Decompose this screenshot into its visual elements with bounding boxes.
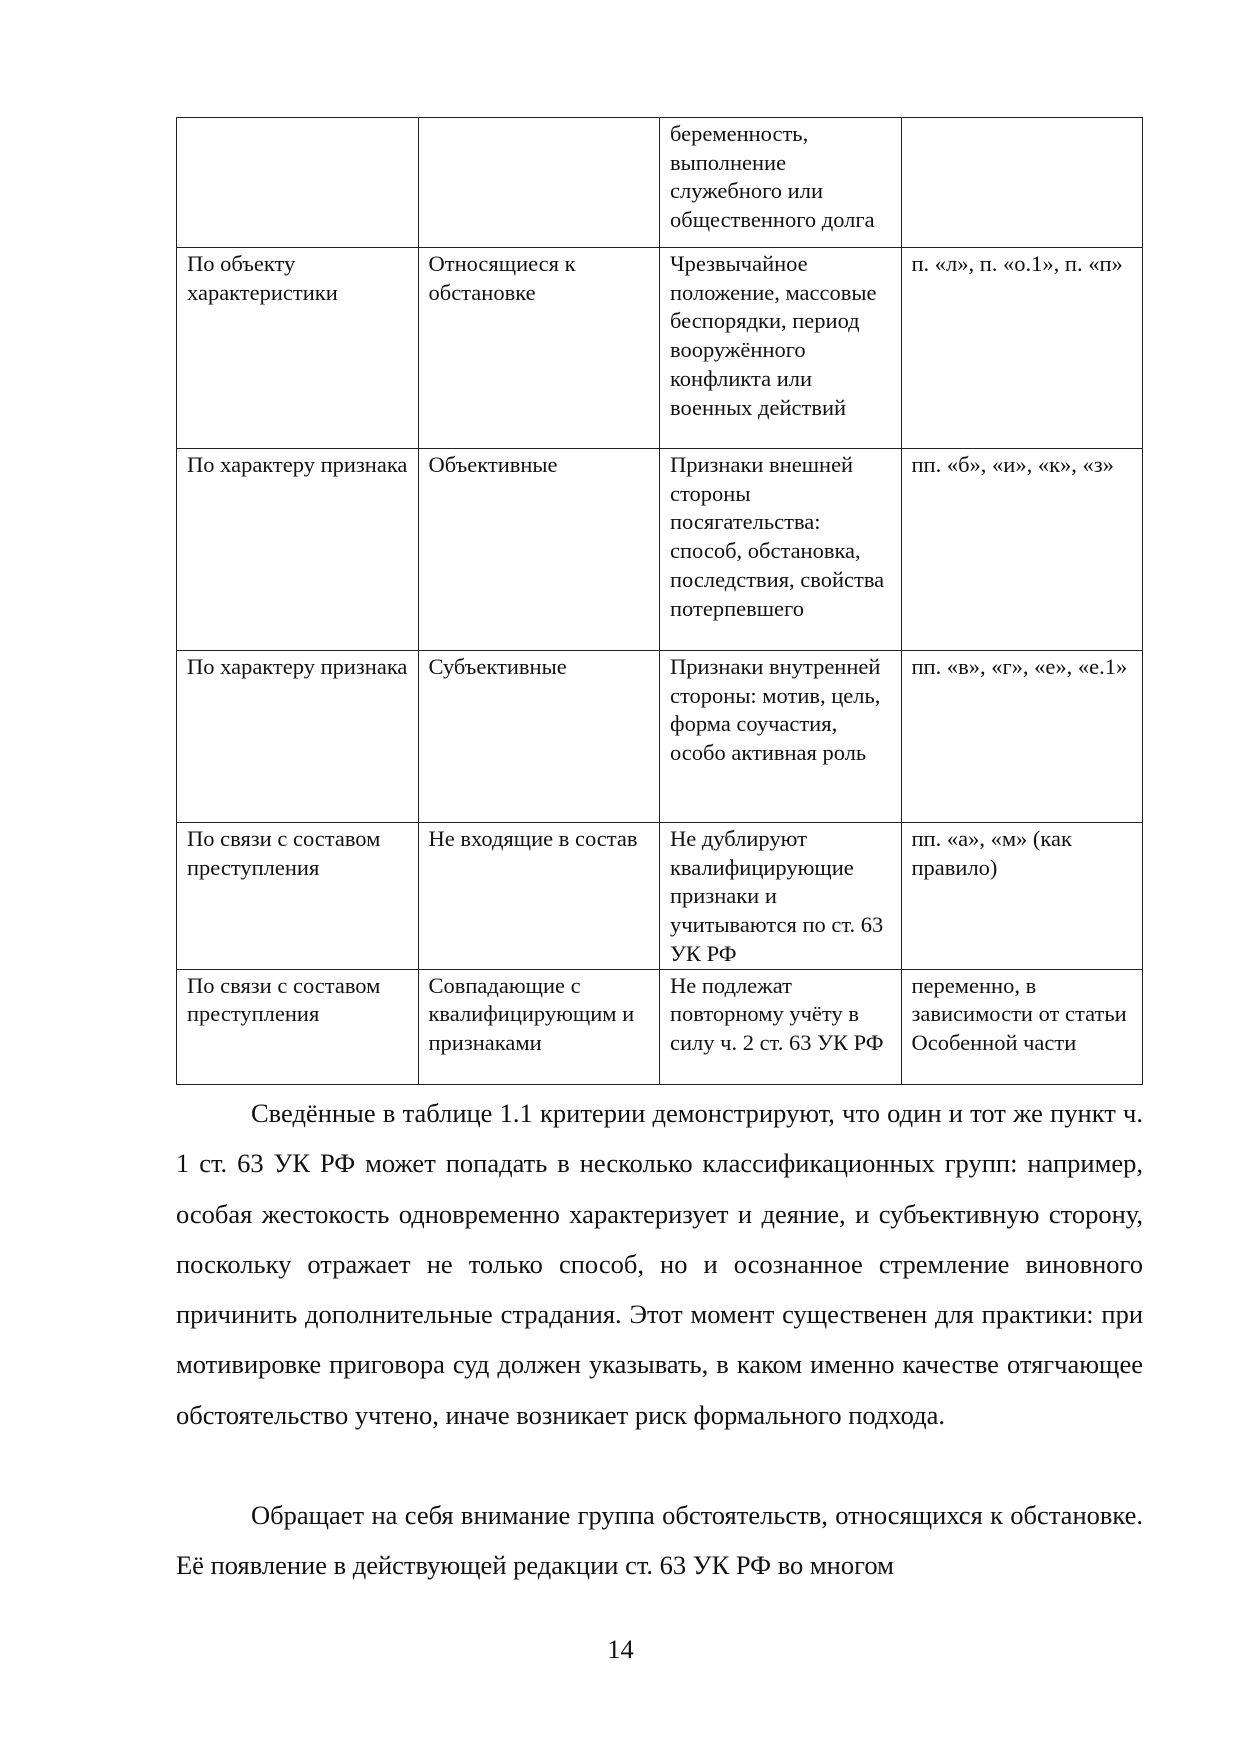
page-number: 14	[607, 1634, 634, 1664]
table-row	[177, 449, 1143, 651]
body-paragraph	[176, 1490, 1143, 1591]
table-cell	[177, 118, 419, 248]
paragraph-text: Обращает на себя внимание группа обстоятельств, относящихся к обстановке. Её появление в действующей редакции ст. 63 УК РФ во многом	[176, 1500, 1143, 1581]
table-row	[177, 118, 1143, 248]
table-row	[177, 823, 1143, 970]
table-cell: Признаки внутренней стороны: мотив, цель, форма соучастия, особо активная роль	[660, 651, 902, 823]
table-cell: По характеру признака	[177, 449, 419, 651]
table-cell: п. «л», п. «о.1», п. «п»	[901, 248, 1143, 449]
table-cell	[418, 118, 660, 248]
table-cell: переменно, в зависимости от статьи Особенной части	[901, 969, 1143, 1084]
table-row	[177, 969, 1143, 1084]
classification-table	[176, 117, 1143, 1085]
table-cell: пп. «а», «м» (как правило)	[901, 823, 1143, 970]
table-cell: По связи с составом преступления	[177, 823, 419, 970]
table-cell: Чрезвычайное положение, массовые беспорядки, период вооружённого конфликта или военных действий	[660, 248, 902, 449]
table-cell: По объекту характеристики	[177, 248, 419, 449]
table-row	[177, 651, 1143, 823]
body-paragraph	[176, 1088, 1143, 1440]
table-cell: Относящиеся к обстановке	[418, 248, 660, 449]
table-cell: пп. «б», «и», «к», «з»	[901, 449, 1143, 651]
table-cell: Совпадающие с квалифицирующим и признаками	[418, 969, 660, 1084]
table-cell: пп. «в», «г», «е», «е.1»	[901, 651, 1143, 823]
table-cell: Не дублируют квалифицирующие признаки и учитываются по ст. 63 УК РФ	[660, 823, 902, 970]
table-cell: беременность, выполнение служебного или общественного долга	[660, 118, 902, 248]
paragraph-text: Сведённые в таблице 1.1 критерии демонстрируют, что один и тот же пункт ч. 1 ст. 63 УК РФ может попадать в несколько классификационных групп: например, особая жестокость одновременно характеризует и деяние, и субъективную сторону, поскольку отражает не только способ, но и осознанное стремление виновного причинить дополнительные страдания. Этот момент существенен для практики: при мотивировке приговора суд должен указывать, в каком именно качестве отягчающее обстоятельство учтено, иначе возникает риск формального подхода.	[176, 1098, 1143, 1430]
table-cell: Объективные	[418, 449, 660, 651]
table-cell: Не подлежат повторному учёту в силу ч. 2 ст. 63 УК РФ	[660, 969, 902, 1084]
table-cell: Признаки внешней стороны посягательства: способ, обстановка, последствия, свойства потерпевшего	[660, 449, 902, 651]
table-cell: Субъективные	[418, 651, 660, 823]
table-row	[177, 248, 1143, 449]
table-cell	[901, 118, 1143, 248]
table-cell: По характеру признака	[177, 651, 419, 823]
table-cell: Не входящие в состав	[418, 823, 660, 970]
table-cell: По связи с составом преступления	[177, 969, 419, 1084]
